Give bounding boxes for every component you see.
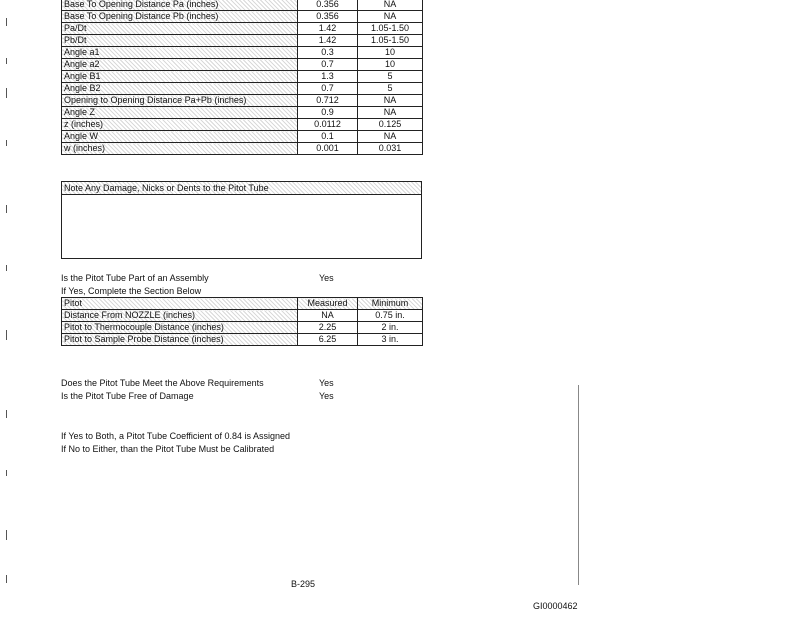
cell-minimum: 3 in.	[358, 334, 423, 346]
cell-limit: NA	[358, 107, 423, 119]
cell-value: 0.7	[298, 59, 358, 71]
row-label: Pitot to Thermocouple Distance (inches)	[62, 322, 298, 334]
measurement-row	[62, 83, 423, 95]
measurement-row	[62, 0, 423, 11]
row-label: Angle B1	[62, 71, 298, 83]
cell-value: 0.712	[298, 95, 358, 107]
assembly-table-body	[62, 310, 423, 346]
assembly-row	[62, 334, 423, 346]
row-label: Distance From NOZZLE (inches)	[62, 310, 298, 322]
assembly-table	[61, 297, 423, 346]
scan-mark	[6, 470, 7, 476]
row-label: Angle B2	[62, 83, 298, 95]
header-pitot: Pitot	[62, 298, 298, 310]
assembly-table-header	[62, 298, 423, 310]
damage-free-question: Is the Pitot Tube Free of Damage	[61, 391, 194, 401]
cell-measured: NA	[298, 310, 358, 322]
cell-value: 1.42	[298, 23, 358, 35]
cell-measured: 6.25	[298, 334, 358, 346]
measurement-row	[62, 107, 423, 119]
cell-minimum: 2 in.	[358, 322, 423, 334]
cell-limit: 5	[358, 83, 423, 95]
cell-limit: NA	[358, 131, 423, 143]
cell-value: 0.9	[298, 107, 358, 119]
row-label: w (inches)	[62, 143, 298, 155]
scan-mark	[6, 265, 7, 271]
scan-mark	[6, 58, 7, 64]
row-label: Base To Opening Distance Pb (inches)	[62, 11, 298, 23]
cell-value: 0.3	[298, 47, 358, 59]
measurement-row	[62, 131, 423, 143]
cell-value: 0.356	[298, 0, 358, 11]
coefficient-note: If Yes to Both, a Pitot Tube Coefficient of 0.84 is Assigned	[61, 431, 290, 441]
cell-limit: 0.031	[358, 143, 423, 155]
scan-mark	[6, 205, 7, 213]
measurement-row	[62, 35, 423, 47]
damage-notes-box	[61, 181, 422, 259]
scan-mark	[6, 575, 7, 583]
assembly-instruction: If Yes, Complete the Section Below	[61, 286, 202, 296]
row-label: Pb/Dt	[62, 35, 298, 47]
row-label: z (inches)	[62, 119, 298, 131]
measurement-row	[62, 59, 423, 71]
scan-mark	[6, 140, 7, 146]
assembly-answer: Yes	[319, 273, 334, 283]
pitot-measurements-body	[62, 0, 423, 155]
scan-mark	[6, 530, 7, 540]
cell-limit: 1.05-1.50	[358, 23, 423, 35]
scan-mark	[6, 18, 7, 26]
row-label: Opening to Opening Distance Pa+Pb (inches)	[62, 95, 298, 107]
row-label: Base To Opening Distance Pa (inches)	[62, 0, 298, 11]
cell-measured: 2.25	[298, 322, 358, 334]
measurement-row	[62, 95, 423, 107]
assembly-row	[62, 310, 423, 322]
measurement-row	[62, 143, 423, 155]
cell-limit: 10	[358, 59, 423, 71]
page-number: B-295	[291, 579, 316, 589]
scan-mark	[6, 330, 7, 340]
damage-free-answer: Yes	[319, 391, 334, 401]
cell-minimum: 0.75 in.	[358, 310, 423, 322]
cell-value: 0.7	[298, 83, 358, 95]
assembly-row	[62, 322, 423, 334]
measurement-row	[62, 71, 423, 83]
measurement-row	[62, 11, 423, 23]
cell-limit: NA	[358, 95, 423, 107]
requirements-question: Does the Pitot Tube Meet the Above Requirements	[61, 378, 264, 388]
header-measured: Measured	[298, 298, 358, 310]
damage-notes-title: Note Any Damage, Nicks or Dents to the Pitot Tube	[62, 182, 421, 195]
pitot-measurements-table	[61, 0, 423, 155]
measurement-row	[62, 119, 423, 131]
assembly-question: Is the Pitot Tube Part of an Assembly	[61, 273, 209, 283]
header-minimum: Minimum	[358, 298, 423, 310]
row-label: Angle a1	[62, 47, 298, 59]
cell-limit: 5	[358, 71, 423, 83]
cell-limit: 1.05-1.50	[358, 35, 423, 47]
requirements-answer: Yes	[319, 378, 334, 388]
calibration-note: If No to Either, than the Pitot Tube Must be Calibrated	[61, 444, 275, 454]
scan-mark	[6, 88, 7, 98]
row-label: Angle W	[62, 131, 298, 143]
measurement-row	[62, 47, 423, 59]
document-id: GI0000462	[533, 601, 578, 611]
cell-value: 0.356	[298, 11, 358, 23]
cell-value: 0.0112	[298, 119, 358, 131]
cell-limit: NA	[358, 0, 423, 11]
scan-edge-line	[578, 385, 579, 585]
scan-mark	[6, 410, 7, 418]
cell-limit: 10	[358, 47, 423, 59]
cell-value: 1.3	[298, 71, 358, 83]
cell-limit: NA	[358, 11, 423, 23]
cell-value: 1.42	[298, 35, 358, 47]
cell-limit: 0.125	[358, 119, 423, 131]
measurement-row	[62, 23, 423, 35]
row-label: Pitot to Sample Probe Distance (inches)	[62, 334, 298, 346]
cell-value: 0.001	[298, 143, 358, 155]
row-label: Pa/Dt	[62, 23, 298, 35]
cell-value: 0.1	[298, 131, 358, 143]
row-label: Angle Z	[62, 107, 298, 119]
row-label: Angle a2	[62, 59, 298, 71]
